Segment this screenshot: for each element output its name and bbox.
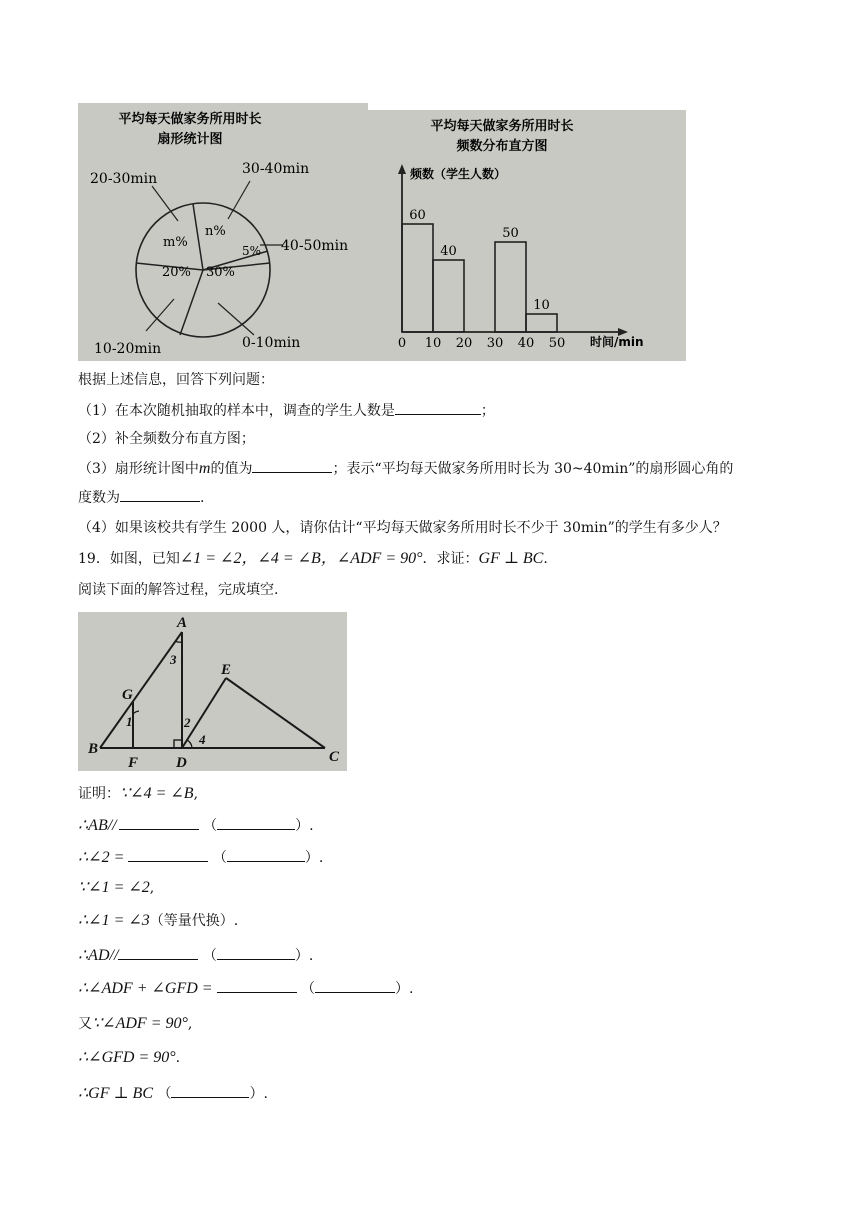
bar-value-label: 10 xyxy=(533,298,550,313)
paren-close: ） xyxy=(295,818,310,834)
pie-sector-label-30: 30% xyxy=(206,265,235,280)
question-3-cont xyxy=(78,487,204,508)
proof-comma: , xyxy=(149,880,155,896)
answer-blank-1[interactable] xyxy=(395,400,481,415)
bar-value-label: 50 xyxy=(502,226,519,241)
question-19-text-b: ．求证： xyxy=(422,551,479,567)
proof-statement-3: ∴∠2 = xyxy=(78,849,125,866)
pie-divider xyxy=(193,204,203,270)
question-3-text-a: （3）扇形统计图中 xyxy=(78,461,199,477)
proof-blank-7a[interactable] xyxy=(217,978,297,993)
paren-open: （ xyxy=(301,981,316,997)
proof-line-2 xyxy=(78,815,314,836)
proof-comma: , xyxy=(187,1016,193,1032)
pie-outer-label-40-50: 40-50min xyxy=(281,238,349,254)
proof-note-5: （等量代换）. xyxy=(149,913,239,929)
pie-sector-label-n: n% xyxy=(205,224,226,239)
y-axis-label: 频数（学生人数） xyxy=(410,167,507,181)
period: . xyxy=(175,1050,181,1066)
question-4: （4）如果该校共有学生 2000 人，请你估计“平均每天做家务所用时长不少于 30min”的学生有多少人？ xyxy=(78,520,727,536)
proof-line-7 xyxy=(78,978,413,999)
x-tick-label: 0 xyxy=(397,336,407,351)
paren-open: （ xyxy=(203,818,218,834)
bar-value-label: 40 xyxy=(440,244,457,259)
pie-outer-label-30-40: 30-40min xyxy=(242,161,310,177)
x-tick-label: 50 xyxy=(548,336,566,351)
pie-chart-svg xyxy=(78,103,368,361)
paren-close: ） xyxy=(304,850,319,866)
period: . xyxy=(263,1086,268,1102)
pie-title-line1: 平均每天做家务所用时长 xyxy=(118,112,262,127)
histogram-bars xyxy=(402,208,557,332)
proof-statement-8: ∵∠ADF = 90° xyxy=(92,1015,188,1032)
label-angle-2: 2 xyxy=(184,715,191,730)
x-tick-label: 40 xyxy=(517,336,535,351)
pie-leader-line xyxy=(146,299,174,331)
paren-open: （ xyxy=(202,948,217,964)
question-1 xyxy=(78,400,495,421)
label-C: C xyxy=(329,749,340,765)
histogram-svg xyxy=(368,110,686,361)
proof-blank-6a[interactable] xyxy=(118,945,198,960)
question-3-end: . xyxy=(200,490,205,506)
proof-line-4 xyxy=(78,878,154,898)
proof-blank-7b[interactable] xyxy=(315,978,395,993)
pie-outer-label-10-20: 10-20min xyxy=(94,341,162,357)
proof-statement-1: ∵∠4 = ∠B xyxy=(120,785,194,802)
proof-statement-5: ∴∠1 = ∠3 xyxy=(78,912,150,929)
geometry-svg xyxy=(78,612,347,771)
histogram-ticks xyxy=(398,336,565,351)
proof-statement-10: ∴GF ⊥ BC xyxy=(78,1085,153,1102)
proof-blank-6b[interactable] xyxy=(217,945,295,960)
label-G: G xyxy=(122,687,133,703)
proof-statement-2: ∴AB// xyxy=(78,817,117,834)
proof-statement-9: ∴∠GFD = 90° xyxy=(78,1049,176,1066)
proof-blank-3b[interactable] xyxy=(227,847,305,862)
question-3-text-d: 度数为 xyxy=(78,490,120,506)
angle-3-arc xyxy=(175,641,182,642)
y-axis-arrow xyxy=(398,164,406,174)
question-3-text-b: 的值为 xyxy=(210,461,253,477)
proof-blank-3a[interactable] xyxy=(128,847,208,862)
question-1-end: ； xyxy=(480,403,495,419)
x-axis-label: 时间/min xyxy=(590,335,644,349)
angle-4-arc xyxy=(187,740,192,748)
paren-open: （ xyxy=(157,1086,172,1102)
proof-comma: , xyxy=(193,786,199,802)
segment-AB xyxy=(100,632,182,748)
proof-blank-2b[interactable] xyxy=(217,815,295,830)
segment-EC xyxy=(226,678,325,748)
label-angle-1: 1 xyxy=(126,714,133,729)
pie-outer-label-20-30: 20-30min xyxy=(90,171,158,187)
paren-close: ） xyxy=(249,1086,264,1102)
proof-line-3 xyxy=(78,847,323,868)
paren-close: ） xyxy=(294,948,309,964)
geometry-figure xyxy=(78,612,347,771)
histogram-title-line1: 平均每天做家务所用时长 xyxy=(430,119,574,134)
pie-outer-label-0-10: 0-10min xyxy=(242,335,301,351)
label-A: A xyxy=(177,615,188,631)
question-19-text-a: 19．如图，已知 xyxy=(78,551,180,567)
pie-sector-label-5: 5% xyxy=(242,244,262,258)
proof-prefix-again: 又 xyxy=(78,1016,92,1032)
proof-line-10 xyxy=(78,1083,268,1104)
proof-blank-10[interactable] xyxy=(171,1083,249,1098)
label-angle-4: 4 xyxy=(199,732,206,747)
question-19-end: . xyxy=(543,551,548,567)
answer-blank-m[interactable] xyxy=(252,458,332,473)
period: . xyxy=(308,948,314,964)
x-tick-label: 30 xyxy=(486,336,504,351)
goal-statement: GF ⊥ BC xyxy=(478,550,544,567)
pie-sector-label-20: 20% xyxy=(162,265,191,280)
period: . xyxy=(409,981,414,997)
question-3-text-c: ；表示“平均每天做家务所用时长为 30~40min”的扇形圆心角的 xyxy=(332,461,734,477)
question-19 xyxy=(78,549,548,569)
histogram-title-line2: 频数分布直方图 xyxy=(456,139,548,154)
label-F: F xyxy=(128,755,139,771)
label-E: E xyxy=(221,662,232,678)
bar-value-label: 60 xyxy=(409,208,426,223)
proof-statement-4: ∵∠1 = ∠2 xyxy=(78,879,150,896)
histogram-bar-0-10 xyxy=(402,224,433,332)
question-2: （2）补全频数分布直方图； xyxy=(78,431,255,447)
answer-blank-angle[interactable] xyxy=(120,487,200,502)
proof-statement-7: ∴∠ADF + ∠GFD = xyxy=(78,980,213,997)
paren-close: ） xyxy=(395,981,410,997)
pie-title-line2: 扇形统计图 xyxy=(157,132,223,147)
pie-chart-figure xyxy=(78,103,368,361)
label-B: B xyxy=(88,741,99,757)
histogram-bar-10-20 xyxy=(433,260,464,332)
intro-text: 根据上述信息，回答下列问题： xyxy=(78,372,274,388)
proof-statement-6: ∴AD// xyxy=(78,947,119,964)
x-tick-label: 20 xyxy=(455,336,473,351)
question-1-text: （1）在本次随机抽取的样本中，调查的学生人数是 xyxy=(78,403,395,419)
histogram-figure xyxy=(368,110,686,361)
proof-blank-2a[interactable] xyxy=(119,815,199,830)
period: . xyxy=(318,850,324,866)
label-angle-3: 3 xyxy=(170,652,177,667)
right-angle-mark xyxy=(174,740,182,748)
proof-line-5 xyxy=(78,911,238,931)
label-D: D xyxy=(176,755,187,771)
read-instruction: 阅读下面的解答过程，完成填空. xyxy=(78,582,279,598)
period: . xyxy=(309,818,314,834)
pie-sector-label-m: m% xyxy=(163,235,188,250)
proof-line-6 xyxy=(78,945,313,966)
histogram-bar-40-50 xyxy=(526,314,557,332)
proof-line-9 xyxy=(78,1048,180,1068)
variable-m: m xyxy=(198,460,211,477)
proof-prefix: 证明： xyxy=(78,786,120,802)
histogram-bar-30-40 xyxy=(495,242,526,332)
proof-line-1 xyxy=(78,784,198,804)
question-3 xyxy=(78,458,733,479)
x-tick-label: 10 xyxy=(424,336,442,351)
proof-line-8 xyxy=(78,1014,192,1034)
given-conditions: ∠1 = ∠2，∠4 = ∠B，∠ADF = 90° xyxy=(179,550,423,567)
paren-open: （ xyxy=(212,850,227,866)
